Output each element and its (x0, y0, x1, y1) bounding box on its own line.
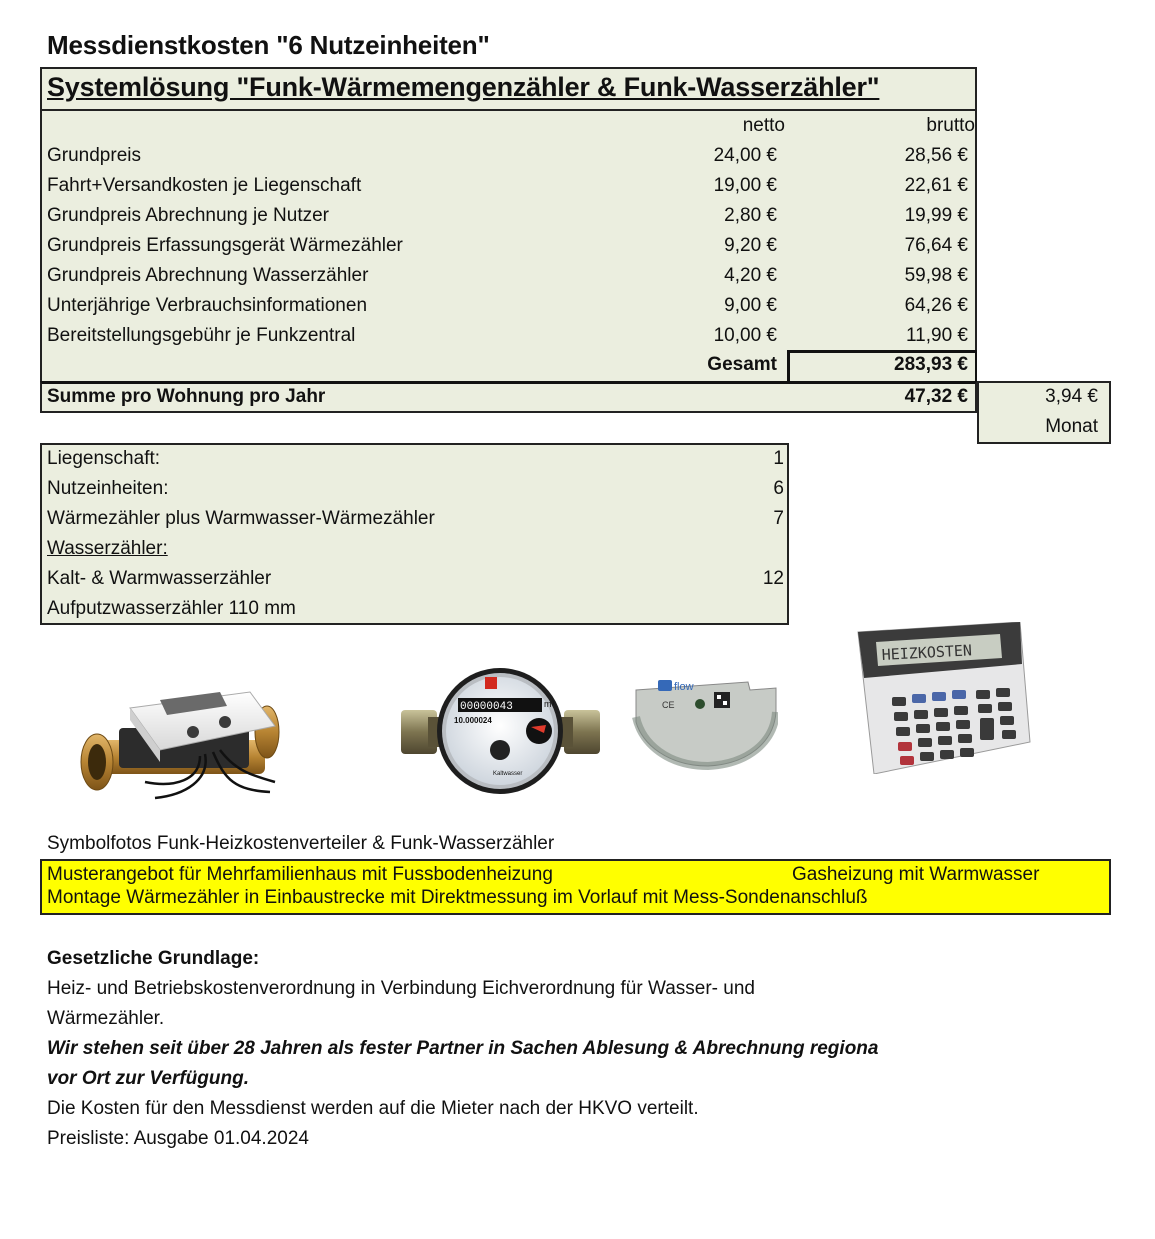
info-row-label: Kalt- & Warmwasserzähler (47, 568, 272, 589)
per-unit-label: Summe pro Wohnung pro Jahr (47, 386, 326, 407)
water-meter-photo (398, 665, 603, 795)
info-row-value: 6 (773, 478, 784, 499)
svg-text:Kaltwasser: Kaltwasser (493, 771, 523, 777)
price-row-brutto: 19,99 € (904, 205, 968, 226)
page-title: Messdienstkosten "6 Nutzeinheiten" (47, 30, 490, 60)
price-row-brutto: 22,61 € (904, 175, 968, 196)
price-row-brutto: 76,64 € (904, 235, 968, 256)
price-row-label: Grundpreis Abrechnung Wasserzähler (47, 265, 369, 286)
info-row-label: Wärmezähler plus Warmwasser-Wärmezähler (47, 508, 435, 529)
price-table-title: Systemlösung "Funk-Wärmemengenzähler & Funk-Wasserzähler" (47, 72, 880, 102)
offer-heating-type: Gasheizung mit Warmwasser (792, 864, 1040, 885)
legal-text: Heiz- und Betriebskostenverordnung in Verbindung Eichverordnung für Wasser- und (47, 978, 755, 999)
price-row-netto: 10,00 € (713, 325, 777, 346)
price-row-label: Bereitstellungsgebühr je Funkzentral (47, 325, 356, 346)
divider (42, 109, 977, 111)
price-row-label: Grundpreis Abrechnung je Nutzer (47, 205, 329, 226)
price-row-netto: 4,20 € (724, 265, 777, 286)
cost-distribution-note: Die Kosten für den Messdienst werden auf die Mieter nach der HKVO verteilt. (47, 1098, 699, 1119)
company-statement: Wir stehen seit über 28 Jahren als fester Partner in Sachen Ablesung & Abrechnung regiona (47, 1038, 879, 1059)
per-month-label: Monat (1045, 416, 1098, 437)
info-row-label: Liegenschaft: (47, 448, 161, 469)
price-list-edition: Preisliste: Ausgabe 01.04.2024 (47, 1128, 309, 1149)
price-row-label: Fahrt+Versandkosten je Liegenschaft (47, 175, 362, 196)
info-row-label: Nutzeinheiten: (47, 478, 169, 499)
column-header-netto: netto (742, 115, 785, 136)
price-row-label: Grundpreis Erfassungsgerät Wärmezähler (47, 235, 403, 256)
info-row-value: 7 (773, 508, 784, 529)
info-section-heading: Wasserzähler: (47, 538, 168, 559)
radio-module-photo (628, 672, 778, 772)
price-row-label: Unterjährige Verbrauchsinformationen (47, 295, 368, 316)
photo-caption: Symbolfotos Funk-Heizkostenverteiler & Funk-Wasserzähler (47, 833, 555, 854)
legal-text: Wärmezähler. (47, 1008, 165, 1029)
calculator-photo (852, 622, 1032, 774)
price-row-brutto: 64,26 € (904, 295, 968, 316)
price-row-netto: 9,20 € (724, 235, 777, 256)
price-row-brutto: 59,98 € (904, 265, 968, 286)
price-row-label: Grundpreis (47, 145, 141, 166)
radio-module-brand: flow (674, 681, 694, 693)
heat-meter-photo (75, 670, 285, 805)
info-row-label: Aufputzwasserzähler 110 mm (47, 598, 296, 619)
per-unit-value: 47,32 € (904, 386, 968, 407)
svg-text:10.000024: 10.000024 (454, 716, 492, 725)
price-row-netto: 19,00 € (713, 175, 777, 196)
per-month-value: 3,94 € (1045, 386, 1098, 407)
svg-text:CE: CE (662, 700, 675, 710)
price-row-netto: 24,00 € (713, 145, 777, 166)
legal-heading: Gesetzliche Grundlage: (47, 948, 260, 969)
offer-line-2: Montage Wärmezähler in Einbaustrecke mit Direktmessung im Vorlauf mit Mess-Sondenanschluß (47, 887, 868, 908)
price-row-netto: 9,00 € (724, 295, 777, 316)
water-meter-counter: 00000043 (460, 701, 513, 713)
price-row-netto: 2,80 € (724, 205, 777, 226)
price-row-brutto: 28,56 € (904, 145, 968, 166)
total-label: Gesamt (707, 354, 777, 375)
total-value: 283,93 € (894, 354, 968, 375)
info-row-value: 12 (762, 568, 784, 589)
offer-line-1: Musterangebot für Mehrfamilienhaus mit Fussbodenheizung (47, 864, 553, 885)
price-row-brutto: 11,90 € (906, 325, 968, 346)
svg-text:m³: m³ (544, 699, 555, 709)
info-row-value: 1 (773, 448, 784, 469)
company-statement: vor Ort zur Verfügung. (47, 1068, 249, 1089)
calculator-display: HEIZKOSTEN (881, 641, 973, 664)
column-header-brutto: brutto (926, 115, 975, 136)
